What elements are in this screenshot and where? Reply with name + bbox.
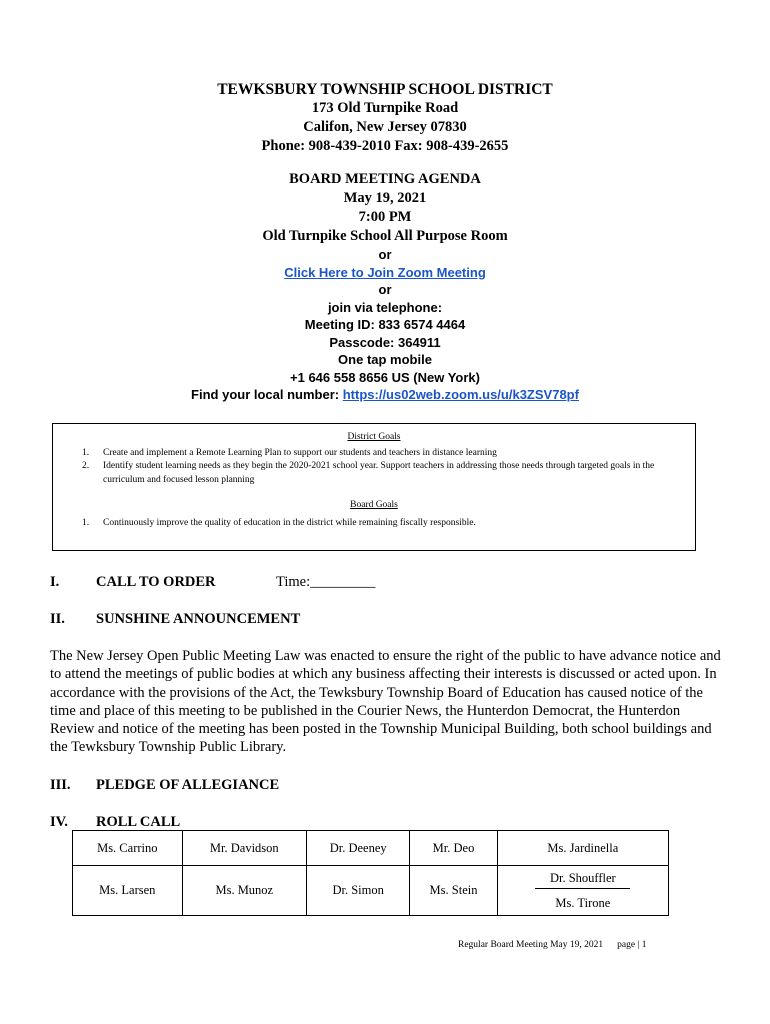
- section-numeral: I.: [50, 574, 60, 590]
- meeting-time: 7:00 PM: [358, 209, 412, 225]
- local-number-link[interactable]: https://us02web.zoom.us/u/k3ZSV78pf: [342, 387, 579, 402]
- member-name: Dr. Shouffler: [549, 871, 616, 885]
- member-name: Ms. Tirone: [555, 896, 611, 910]
- agenda-title: BOARD MEETING AGENDA: [289, 171, 481, 187]
- district-name: TEWKSBURY TOWNSHIP SCHOOL DISTRICT: [217, 81, 553, 98]
- section-title: SUNSHINE ANNOUNCEMENT: [96, 611, 301, 627]
- time-field: Time:_________: [276, 574, 376, 590]
- page-number: page | 1: [617, 940, 647, 950]
- one-tap-mobile: One tap mobile: [338, 352, 432, 367]
- table-cell: Mr. Deo: [410, 831, 497, 866]
- table-cell: Ms. Munoz: [182, 866, 306, 916]
- list-item: 1. Create and implement a Remote Learning Plan to support our students and teachers in distance learning: [82, 447, 497, 458]
- passcode: Passcode: 364911: [329, 334, 441, 350]
- list-item: 1. Continuously improve the quality of education in the district while remaining fiscally responsible.: [82, 517, 476, 528]
- board-goals-heading: Board Goals: [350, 500, 398, 510]
- meeting-date: May 19, 2021: [343, 190, 427, 206]
- table-row: [73, 866, 669, 916]
- meeting-location: Old Turnpike School All Purpose Room: [262, 228, 508, 244]
- table-cell: Ms. Larsen: [73, 866, 183, 916]
- letterhead: [0, 80, 770, 404]
- meeting-id: Meeting ID: 833 6574 4464: [304, 317, 466, 332]
- table-row: [73, 831, 669, 866]
- goals-box: [52, 423, 696, 551]
- section-numeral: II.: [50, 611, 65, 627]
- table-cell: Dr. Deeney: [307, 831, 410, 866]
- section-title: ROLL CALL: [96, 814, 181, 830]
- table-cell: Ms. Stein: [410, 866, 497, 916]
- table-cell: Dr. Simon: [307, 866, 410, 916]
- district-goals-heading: District Goals: [347, 432, 401, 442]
- or-text-1: or: [378, 247, 392, 262]
- section-numeral: III.: [50, 777, 71, 793]
- roll-call-table: [72, 830, 669, 916]
- table-cell: Ms. Jardinella: [497, 831, 668, 866]
- list-item: 2. Identify student learning needs as they begin the 2020-2021 school year. Support teachers in addressing those needs through targeted goals in the curriculum and focused lesson planning: [82, 461, 655, 485]
- sunshine-paragraph: The New Jersey Open Public Meeting Law was enacted to ensure the right of the public to have advance notice and to attend the meetings of public bodies at which any business affecting their interests is discussed or acted upon. In accordance with the provisions of the Act, the Tewksbury Township Board of Education has caused notice of the time and place of this meeting to be published in the Courier News, the Hunterdon Democrat, the Hunterdon Review and notice of the meeting has been posted in the Township Municipal Building, both school buildings and the Tewksbury Township Public Library.: [50, 648, 721, 756]
- table-cell: Ms. Carrino: [73, 831, 183, 866]
- section-numeral: IV.: [50, 814, 68, 830]
- address-line-2: Califon, New Jersey 07830: [303, 119, 467, 135]
- section-title: CALL TO ORDER: [96, 574, 216, 590]
- local-number-label: Find your local number:: [191, 387, 343, 402]
- join-telephone-text: join via telephone:: [327, 299, 443, 315]
- or-text-2: or: [378, 282, 392, 297]
- page-footer: [458, 940, 646, 950]
- address-line-1: 173 Old Turnpike Road: [311, 100, 459, 116]
- local-number-line: [0, 386, 770, 404]
- table-cell: [497, 866, 668, 916]
- section-title: PLEDGE OF ALLEGIANCE: [96, 777, 280, 793]
- footer-label: Regular Board Meeting May 19, 2021: [458, 940, 604, 950]
- divider: [535, 888, 630, 889]
- zoom-meeting-link[interactable]: Click Here to Join Zoom Meeting: [284, 264, 486, 280]
- table-cell: Mr. Davidson: [182, 831, 306, 866]
- district-goals-list: [53, 447, 695, 488]
- board-goals-list: [53, 517, 695, 531]
- phone-fax: Phone: 908-439-2010 Fax: 908-439-2655: [261, 138, 509, 154]
- tap-number: +1 646 558 8656 US (New York): [290, 369, 480, 385]
